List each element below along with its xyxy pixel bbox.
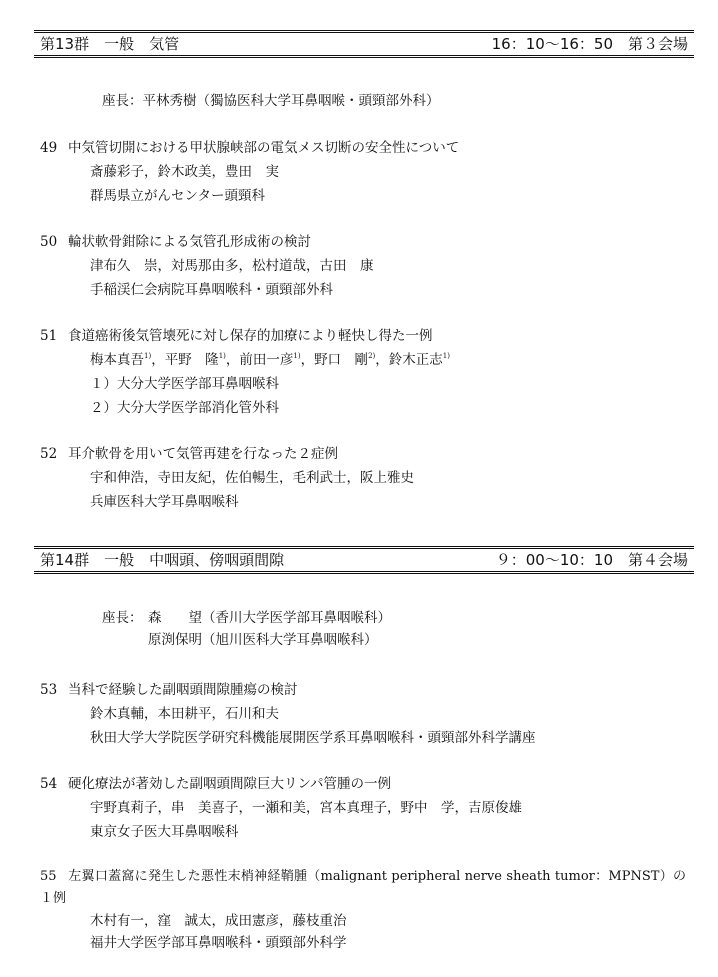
presentation-title: 耳介軟骨を用いて気管再建を行なった２症例 xyxy=(68,446,338,462)
author-affiliation-mark: 2) xyxy=(368,352,376,360)
presentation-50 xyxy=(40,230,700,302)
presentation-affiliation: １）大分大学医学部耳鼻咽喉科 xyxy=(90,376,279,392)
author-affiliation-mark: 1) xyxy=(144,352,152,360)
chairperson-block xyxy=(102,607,391,651)
presentation-authors: 鈴木真輔，本田耕平，石川和夫 xyxy=(90,706,279,722)
presentation-49 xyxy=(40,136,700,208)
author-affiliation-mark: 1) xyxy=(218,352,226,360)
presentation-title: 輪状軟骨鉗除による気管孔形成術の検討 xyxy=(68,234,311,250)
presentation-affiliation: 福井大学医学部耳鼻咽喉科・頭頸部外科学 xyxy=(90,935,347,951)
presentation-authors: 梅本真吾$^{1)}$，平野 隆$^{1)}$，前田一彦$^{1)}$，野口 剛$^{2)}$，鈴木正志$^{1)}$ xyxy=(90,352,450,368)
section-title: 第13群 一般 気管 xyxy=(40,35,180,53)
presentation-51 xyxy=(40,324,700,420)
presentation-number: 52 xyxy=(40,446,58,462)
presentation-number: 51 xyxy=(40,328,58,344)
author-name: 鈴木正志 xyxy=(388,352,443,368)
presentation-title: 食道癌術後気管壊死に対し保存的加療により軽快し得た一例 xyxy=(68,328,433,344)
presentation-number: 49 xyxy=(40,140,58,156)
chairperson-block xyxy=(102,90,440,112)
presentation-number: 55 xyxy=(40,869,57,884)
section-time-room: 16：10〜16：50 第３会場 xyxy=(491,35,688,53)
presentation-affiliation: 秋田大学大学院医学研究科機能展開医学系耳鼻咽喉科・頭頸部外科学講座 xyxy=(90,730,536,746)
chair-label: 座長： xyxy=(102,93,143,109)
presentation-authors: 斎藤彩子，鈴木政美，豊田 実 xyxy=(90,164,279,180)
presentation-affiliation: 東京女子医大耳鼻咽喉科 xyxy=(90,824,239,840)
author-affiliation-mark: 1) xyxy=(293,352,301,360)
chairperson: 森 望（香川大学医学部耳鼻咽喉科） xyxy=(148,610,391,626)
presentation-authors: 木村有一，窪 誠太，成田憲彦，藤枝重治 xyxy=(90,913,347,929)
presentation-title: 中気管切開における甲状腺峡部の電気メス切断の安全性について xyxy=(68,140,460,156)
author-name: 梅本真吾 xyxy=(90,352,144,368)
section-header-14 xyxy=(34,546,694,574)
chair-label: 座長： xyxy=(102,610,143,626)
presentation-authors: 宇和伸浩，寺田友紀，佐伯暢生，毛利武士，阪上雅史 xyxy=(90,470,414,486)
presentation-title: 左翼口蓋窩に発生した悪性末梢神経鞘腫（malignant peripheral nerve sheath tumor：MPNST）の１例 xyxy=(40,869,686,906)
presentation-number: 50 xyxy=(40,234,58,250)
presentation-53 xyxy=(40,678,700,750)
presentation-affiliation: ２）大分大学医学部消化管外科 xyxy=(90,400,279,416)
author-affiliation-mark: 1) xyxy=(442,352,450,360)
presentation-title: 硬化療法が著効した副咽頭間隙巨大リンパ管腫の一例 xyxy=(68,776,392,792)
author-name: 平野 隆 xyxy=(164,352,219,368)
section-title: 第14群 一般 中咽頭、傍咽頭間隙 xyxy=(40,551,285,569)
section-header-13 xyxy=(34,30,694,58)
author-name: 前田一彦 xyxy=(239,352,294,368)
presentation-affiliation: 群馬県立がんセンター頭頸科 xyxy=(90,188,265,204)
presentation-55 xyxy=(40,866,700,954)
presentation-number: 54 xyxy=(40,776,58,792)
presentation-authors: 宇野真莉子，串 美喜子，一瀬和美，宮本真理子，野中 学，吉原俊雄 xyxy=(90,800,522,816)
presentation-54 xyxy=(40,772,700,844)
presentation-authors: 津布久 崇，対馬那由多，松村道哉，古田 康 xyxy=(90,258,374,274)
presentation-number: 53 xyxy=(40,682,58,698)
presentation-affiliation: 手稲渓仁会病院耳鼻咽喉科・頭頸部外科 xyxy=(90,282,333,298)
section-time-room: ９：00〜10：10 第４会場 xyxy=(495,551,688,569)
presentation-affiliation: 兵庫医科大学耳鼻咽喉科 xyxy=(90,494,239,510)
chairperson: 平林秀樹（獨協医科大学耳鼻咽喉・頭頸部外科） xyxy=(142,93,440,109)
author-name: 野口 剛 xyxy=(314,352,369,368)
presentation-52 xyxy=(40,442,700,514)
chairperson: 原渕保明（旭川医科大学耳鼻咽喉科） xyxy=(148,632,378,648)
presentation-title: 当科で経験した副咽頭間隙腫瘍の検討 xyxy=(68,682,298,698)
